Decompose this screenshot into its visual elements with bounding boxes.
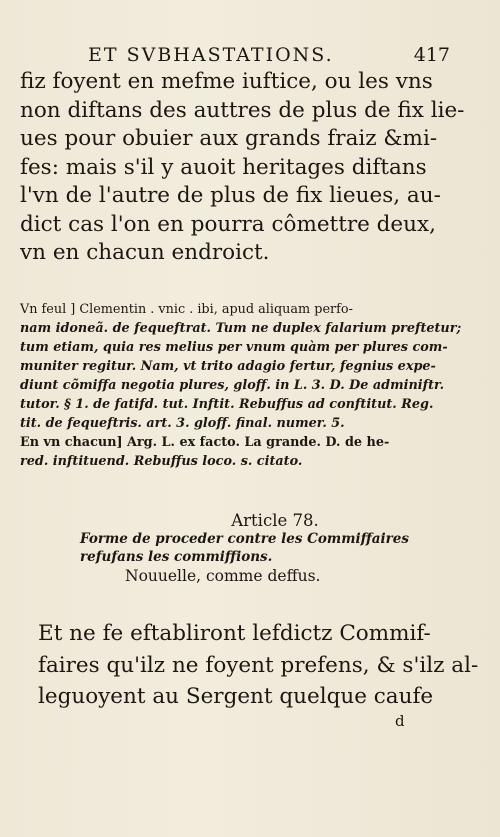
note-line: Vn feul ] Clementin . vnic . ibi, apud aliquam perfo- — [20, 302, 353, 317]
running-title: ET SVBHASTATIONS. — [88, 44, 334, 66]
text-line: Et ne fe eftabliront lefdictz Commif- — [38, 621, 431, 646]
article-block — [80, 511, 460, 586]
article-note: Nouuelle, comme deffus. — [125, 567, 321, 585]
note-line: tutor. § 1. de fatifd. tut. Inftit. Rebuffus ad conftitut. Reg. — [20, 397, 434, 412]
article-paragraph — [38, 618, 478, 713]
text-line: leguoyent au Sergent quelque caufe — [38, 684, 434, 709]
text-line: vn en chacun endroict. — [20, 240, 270, 265]
note-line: diunt cõmiffa negotia plures, gloff. in L. 3. D. De adminiftr. — [20, 378, 445, 393]
note-line: tum etiam, quia res melius per vnum quàm per plures com- — [20, 340, 448, 355]
page-number: 417 — [413, 44, 450, 66]
text-line: ues pour obuier aux grands fraiz &mi- — [20, 126, 438, 151]
note-line: tit. de fequeftris. art. 3. gloff. final. numer. 5. — [20, 416, 345, 431]
text-line: non diftans des auttres de plus de fix lie- — [20, 97, 465, 123]
running-header — [60, 44, 450, 68]
note-line: En vn chacun] Arg. L. ex facto. La grande. D. de he- — [20, 435, 390, 450]
text-line: fes: mais s'il y auoit heritages diftans — [20, 154, 427, 180]
annotation-notes — [20, 300, 480, 471]
text-line: faires qu'ilz ne foyent prefens, & s'ilz al- — [38, 652, 479, 678]
article-subtitle: Forme de proceder contre les Commiffaires — [80, 531, 409, 547]
article-subtitle: refufans les commiffions. — [80, 548, 273, 565]
article-heading: Article 78. — [231, 511, 319, 530]
text-line: fiz foyent en mefme iuftice, ou les vns — [20, 69, 433, 94]
note-line: red. inftituend. Rebuffus loco. s. citato. — [20, 454, 303, 469]
main-paragraph — [20, 68, 480, 268]
text-line: dict cas l'on en pourra cômettre deux, — [20, 211, 436, 237]
text-line: l'vn de l'autre de plus de fix lieues, au- — [20, 183, 441, 208]
note-line: nam idoneã. de fequeftrat. Tum ne duplex falarium preftetur; — [20, 321, 462, 336]
signature-mark: d — [395, 712, 405, 730]
note-line: muniter regitur. Nam, vt trito adagio fertur, fegnius expe- — [20, 359, 436, 374]
